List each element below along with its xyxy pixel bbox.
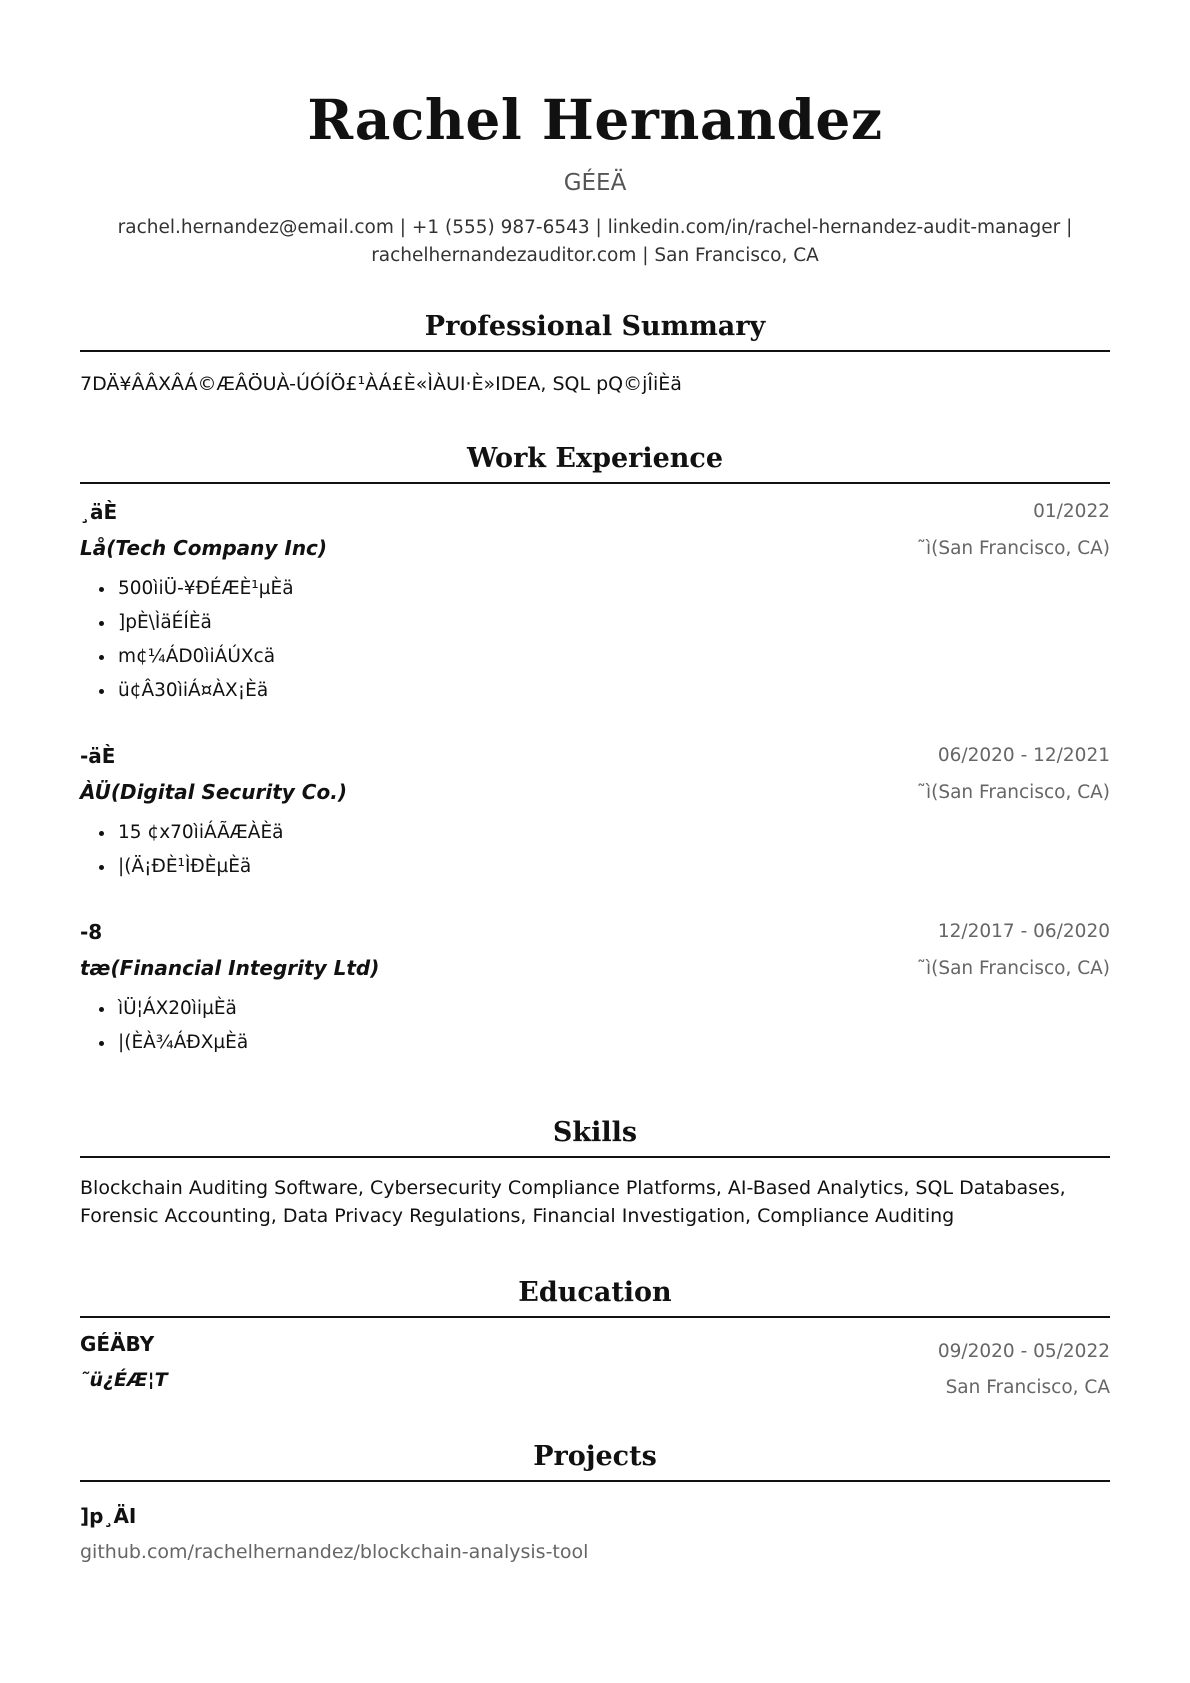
job-bullets: [80, 572, 1110, 708]
projects-heading: Projects: [80, 1440, 1110, 1482]
job-date: 06/2020 - 12/2021: [937, 745, 1110, 766]
job-role: -8: [80, 920, 103, 944]
job-role: -äÈ: [80, 744, 116, 768]
contact-line-2: rachelhernandezauditor.com | San Francisco, CA: [371, 245, 819, 266]
education-date: 09/2020 - 05/2022: [937, 1341, 1110, 1362]
skills-heading: Skills: [80, 1116, 1110, 1158]
job-company: tæ(Financial Integrity Ltd): [80, 956, 380, 980]
contact-info: [80, 214, 1110, 270]
job-entry: [80, 742, 1110, 884]
job-location: ˜ì(San Francisco, CA): [916, 958, 1110, 979]
job-entry: [80, 918, 1110, 1060]
job-location: ˜ì(San Francisco, CA): [916, 538, 1110, 559]
job-bullet: • |(Ä¡ÐÈ¹ÌÐÈµÈä: [116, 850, 1110, 884]
contact-line-1: rachel.hernandez@email.com | +1 (555) 987-6543 | linkedin.com/in/rachel-hernandez-audit-manager |: [117, 217, 1073, 238]
job-date: 12/2017 - 06/2020: [937, 921, 1110, 942]
summary-heading: Professional Summary: [80, 310, 1110, 352]
candidate-name: Rachel Hernandez: [307, 87, 883, 152]
candidate-title: GÉEÄ: [563, 170, 627, 196]
skills-text: Blockchain Auditing Software, Cybersecurity Compliance Platforms, AI-Based Analytics, SQL Databases, Forensic Accounting, Data Privacy Regulations, Financial Investigation, Compliance Auditing: [80, 1177, 1066, 1227]
job-bullets: [80, 992, 1110, 1060]
job-bullet: • ]pÈ\ÌäÉÍÈä: [116, 606, 1110, 640]
job-bullet: • |(ÈÀ¾ÁÐXµÈä: [116, 1026, 1110, 1060]
education-location: San Francisco, CA: [945, 1377, 1110, 1398]
job-location: ˜ì(San Francisco, CA): [916, 782, 1110, 803]
job-company: Lå(Tech Company Inc): [80, 536, 328, 560]
job-company: ÀÜ(Digital Security Co.): [80, 780, 347, 804]
job-bullet: • ìÜ¦ÁX20ìiµÈä: [116, 992, 1110, 1026]
job-bullet: • 500ìiÜ-¥ÐÉÆÈ¹µÈä: [116, 572, 1110, 606]
job-entry: [80, 498, 1110, 708]
project-entry: [80, 1502, 1110, 1566]
job-bullet: • m¢¼ÁD0ìiÁÚXcä: [116, 640, 1110, 674]
job-bullet: • ü¢Â30ìiÁ¤ÀX¡Èä: [116, 674, 1110, 708]
job-role: ¸äÈ: [80, 500, 118, 524]
work-experience-heading: Work Experience: [80, 442, 1110, 484]
education-degree: GÉÄBY: [80, 1332, 155, 1356]
job-bullet: • 15 ¢x70ìiÁÃÆÀÈä: [116, 816, 1110, 850]
education-school: ˜ü¿ÉÆ¦T: [80, 1369, 168, 1391]
education-heading: Education: [80, 1276, 1110, 1318]
project-name: ]p¸ÄI: [80, 1504, 137, 1528]
job-bullets: [80, 816, 1110, 884]
job-date: 01/2022: [1033, 501, 1110, 522]
project-link[interactable]: github.com/rachelhernandez/blockchain-analysis-tool: [80, 1541, 589, 1563]
education-entry: [80, 1330, 1110, 1398]
summary-text: 7DÄ¥ÂÂXÂÁ©ÆÂÖUÀ-ÚÓÍÖ£¹ÀÁ£È«ÌÀUI·È»IDEA, SQL pQ©jÎiÈä: [80, 373, 682, 395]
